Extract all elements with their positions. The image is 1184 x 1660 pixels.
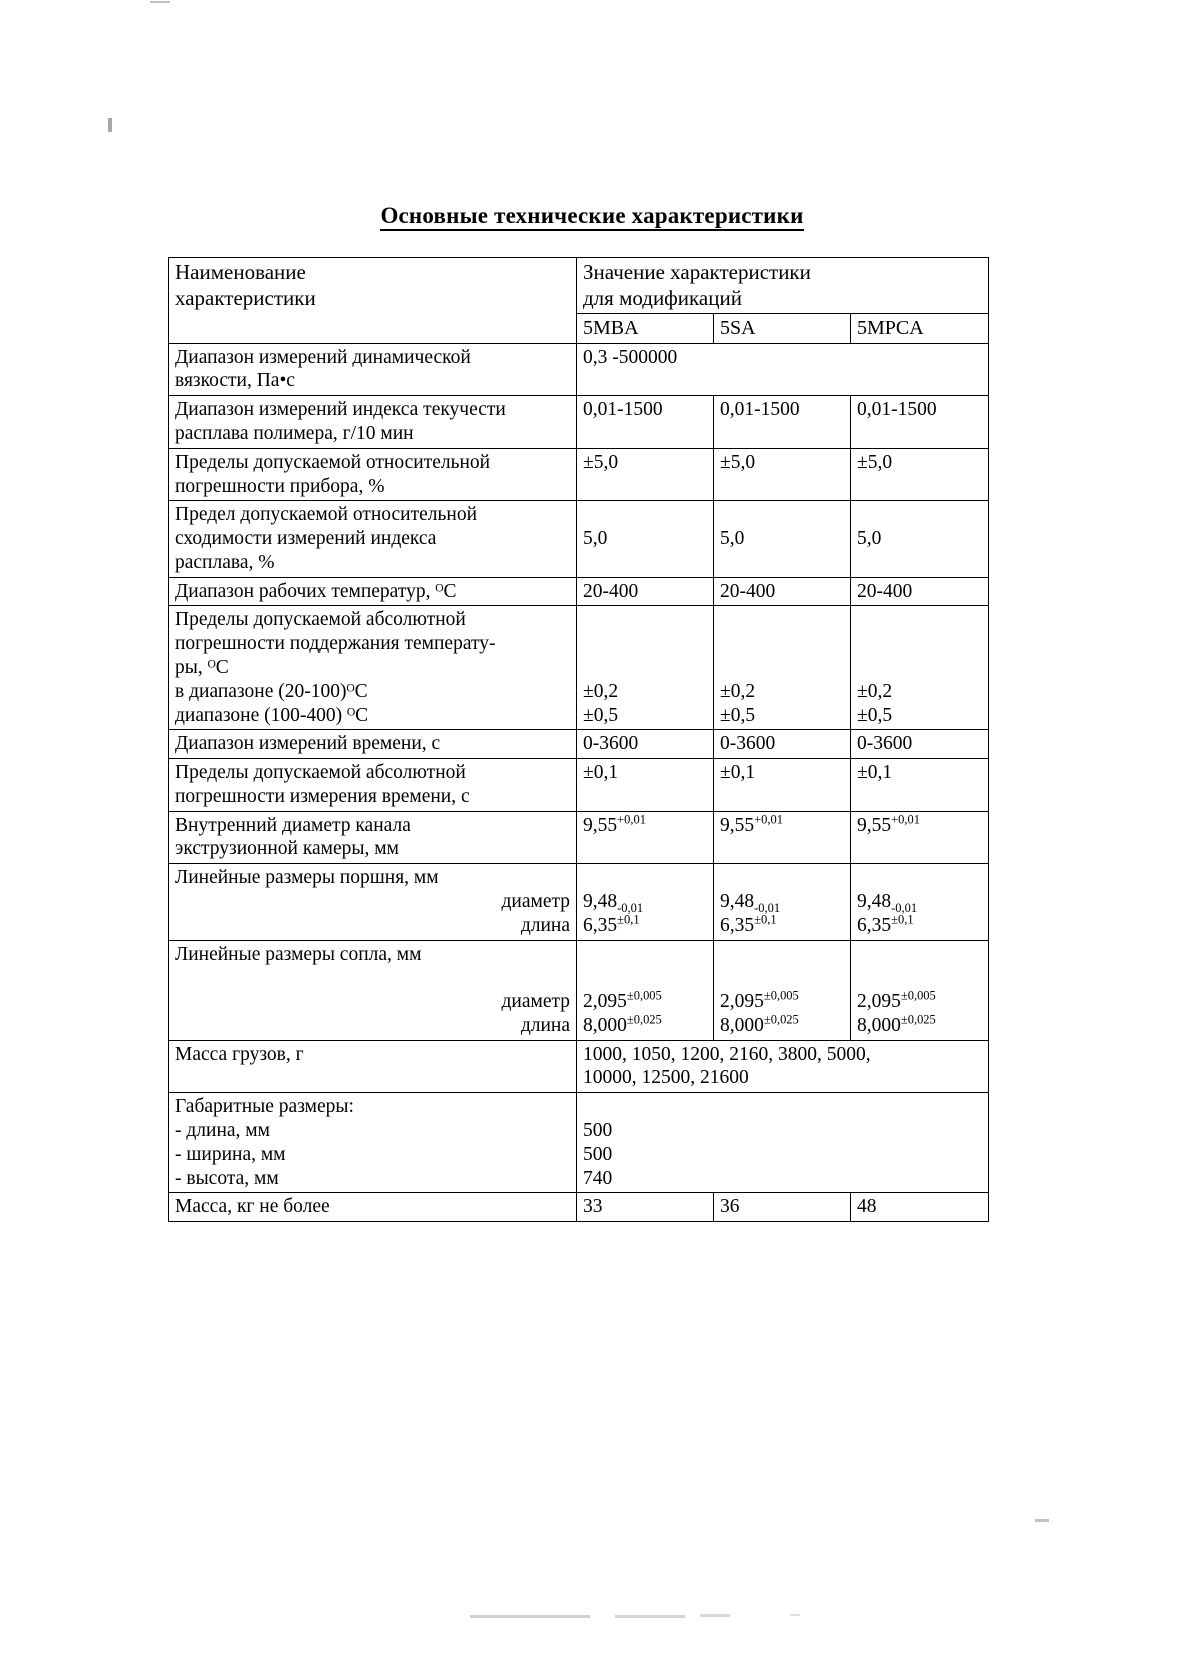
row-label-line: Пределы допускаемой абсолютной [175, 762, 466, 784]
row-label-operating-temperature [169, 577, 577, 606]
row-value-5mba: 33 [577, 1193, 714, 1222]
value-diameter: $9,48_{-0,01}$ [720, 891, 781, 915]
row-label-line: Пределы допускаемой относительной [175, 451, 491, 473]
row-value-20-100: ±0,2 [583, 680, 619, 702]
row-value-5sa [714, 606, 851, 730]
page-title-text: Основные технические характеристики [380, 203, 803, 231]
value-tolerance: +0,01 [617, 812, 646, 827]
scan-artifact-right [1035, 1519, 1049, 1522]
scan-artifact-bottom [700, 1614, 730, 1617]
row-label-line: расплава полимера, г/10 мин [175, 422, 414, 444]
row-value-5mpca: 0-3600 [851, 730, 989, 759]
row-value-5mba [577, 940, 714, 1040]
row-label-line: Линейные размеры сопла, мм [175, 943, 422, 965]
row-label-line: Диапазон измерений индекса текучести [175, 399, 506, 421]
value-diameter: $2,095^{\pm 0,005}$ [720, 988, 799, 1013]
row-value-100-400: ±0,5 [857, 704, 893, 726]
row-label-width: - ширина, мм [175, 1143, 286, 1165]
row-label-line: диапазоне (100-400) ᴼC [175, 704, 369, 726]
row-label-nozzle-dimensions [169, 940, 577, 1040]
row-label-time-error [169, 759, 577, 812]
table-row [169, 940, 989, 1040]
scan-artifact-top [150, 1, 170, 3]
header-modification-5mba: 5MBA [577, 314, 714, 343]
row-label-line: Внутренний диаметр канала [175, 814, 411, 836]
row-value-5mpca [851, 606, 989, 730]
row-label-height: - высота, мм [175, 1167, 279, 1189]
value-diameter: $9,48_{-0,01}$ [583, 891, 644, 915]
scan-artifact-bottom [615, 1615, 685, 1618]
row-value-5mba: 20-400 [577, 577, 714, 606]
row-value-20-100: ±0,2 [857, 680, 893, 702]
value-diameter: $2,095^{\pm 0,005}$ [583, 988, 662, 1013]
row-label-line: Масса, кг не более [175, 1196, 330, 1218]
row-sublabel-diameter: диаметр [501, 991, 570, 1013]
row-label-line: сходимости измерений индекса [175, 528, 437, 550]
row-value-20-100: ±0,2 [720, 680, 756, 702]
value-length: $6,35^{\pm 0,1}$ [583, 912, 640, 936]
row-value-100-400: ±0,5 [720, 704, 756, 726]
row-label-line: Габаритные размеры: [175, 1096, 354, 1118]
row-value-5mpca: 0,01-1500 [851, 396, 989, 449]
value-length: $8,000^{\pm 0,025}$ [857, 1012, 936, 1036]
row-label-repeatability [169, 501, 577, 577]
value-base: 9,55 [720, 814, 755, 836]
row-label-viscosity [169, 343, 577, 396]
value-length: $6,35^{\pm 0,1}$ [857, 912, 914, 936]
row-label-weights-mass [169, 1040, 577, 1093]
table-row [169, 811, 989, 864]
row-value-5sa [714, 940, 851, 1040]
value-length: $8,000^{\pm 0,025}$ [583, 1012, 662, 1036]
row-label-channel-diameter [169, 811, 577, 864]
row-label-line: Диапазон измерений динамической [175, 346, 471, 368]
specifications-table [168, 257, 989, 1222]
header-modification-5mpca: 5MPCA [851, 314, 989, 343]
value-diameter: $9,48_{-0,01}$ [857, 891, 918, 915]
row-label-length: - длина, мм [175, 1120, 270, 1142]
row-label-overall-dimensions [169, 1093, 577, 1193]
table-row [169, 759, 989, 812]
table-row [169, 1193, 989, 1222]
row-value-5mpca: 5,0 [851, 501, 989, 577]
row-value-weights-mass [577, 1040, 989, 1093]
table-row [169, 343, 989, 396]
row-label-line: в диапазоне (20-100)ᴼC [175, 680, 368, 702]
row-value-5mba: ±0,1 [577, 759, 714, 812]
header-name-line1: Наименование [175, 260, 306, 284]
row-value-5mba [577, 864, 714, 940]
page-title [0, 203, 1184, 229]
value-tolerance: +0,01 [754, 812, 783, 827]
weights-line2: 10000, 12500, 21600 [583, 1067, 749, 1089]
row-value-5sa: 0-3600 [714, 730, 851, 759]
row-value-5sa: 5,0 [714, 501, 851, 577]
table-row [169, 864, 989, 940]
row-label-line: погрешности прибора, % [175, 475, 385, 497]
header-group-column [577, 258, 989, 314]
row-label-piston-dimensions [169, 864, 577, 940]
row-label-line: погрешности поддержания температу- [175, 633, 496, 655]
row-label-line: погрешности измерения времени, с [175, 785, 470, 807]
row-label-relative-error [169, 448, 577, 501]
row-label-line: расплава, % [175, 551, 275, 573]
header-name-line2: характеристики [175, 285, 316, 310]
scan-artifact-left [108, 118, 112, 132]
row-value-5mpca [851, 940, 989, 1040]
value-base: 9,55 [583, 814, 618, 836]
table-row [169, 577, 989, 606]
row-label-melt-flow-index [169, 396, 577, 449]
row-label-line: Линейные размеры поршня, мм [175, 867, 439, 889]
row-sublabel-length: длина [520, 1014, 570, 1036]
row-sublabel-diameter: диаметр [501, 891, 570, 913]
table-row [169, 501, 989, 577]
row-value-5mba [577, 606, 714, 730]
row-value-5mpca: 48 [851, 1193, 989, 1222]
row-label-total-mass [169, 1193, 577, 1222]
row-label-line: Предел допускаемой относительной [175, 504, 478, 526]
row-value-5mba: 5,0 [577, 501, 714, 577]
header-name-column [169, 258, 577, 344]
row-value-5mpca [851, 811, 989, 864]
row-value-5sa [714, 811, 851, 864]
row-label-line: Диапазон рабочих температур, ᴼC [175, 580, 457, 602]
value-length: 500 [583, 1120, 613, 1142]
row-label-line: Пределы допускаемой абсолютной [175, 609, 466, 631]
row-label-line: ры, ᴼC [175, 656, 229, 678]
table-row [169, 1093, 989, 1193]
row-label-line: вязкости, Па•с [175, 370, 295, 392]
header-modification-5sa: 5SA [714, 314, 851, 343]
row-value-5sa: 20-400 [714, 577, 851, 606]
row-value-5mpca: 20-400 [851, 577, 989, 606]
table-row [169, 730, 989, 759]
header-group-line2: для модификаций [583, 285, 742, 310]
scan-artifact-bottom [470, 1615, 590, 1618]
row-value-5mba: ±5,0 [577, 448, 714, 501]
row-value-5mpca: ±5,0 [851, 448, 989, 501]
value-length: $8,000^{\pm 0,025}$ [720, 1012, 799, 1036]
value-length: $6,35^{\pm 0,1}$ [720, 912, 777, 936]
row-value-5sa: ±5,0 [714, 448, 851, 501]
row-value-5mba [577, 811, 714, 864]
table-header-row [169, 258, 989, 314]
table-row [169, 1040, 989, 1093]
row-value-5mba: 0-3600 [577, 730, 714, 759]
row-value-5sa: ±0,1 [714, 759, 851, 812]
value-width: 500 [583, 1143, 613, 1165]
row-value-5sa: 0,01-1500 [714, 396, 851, 449]
row-value-5mpca: ±0,1 [851, 759, 989, 812]
row-value-5mpca [851, 864, 989, 940]
row-value-5sa [714, 864, 851, 940]
row-value-5sa: 36 [714, 1193, 851, 1222]
row-label-line: Диапазон измерений времени, с [175, 733, 441, 755]
value-tolerance: +0,01 [891, 812, 920, 827]
table-row [169, 606, 989, 730]
row-value-viscosity: 0,3 -500000 [577, 343, 989, 396]
row-label-time-range [169, 730, 577, 759]
header-group-line1: Значение характеристики [583, 260, 811, 284]
weights-line1: 1000, 1050, 1200, 2160, 3800, 5000, [583, 1043, 871, 1065]
row-sublabel-length: длина [520, 914, 570, 936]
table-row [169, 396, 989, 449]
row-label-temperature-error [169, 606, 577, 730]
value-base: 9,55 [857, 814, 892, 836]
row-value-5mba: 0,01-1500 [577, 396, 714, 449]
row-label-line: экструзионной камеры, мм [175, 838, 399, 860]
scan-artifact-bottom [790, 1614, 800, 1616]
table-row [169, 448, 989, 501]
row-label-line: Масса грузов, г [175, 1043, 304, 1065]
value-height: 740 [583, 1167, 613, 1189]
value-diameter: $2,095^{\pm 0,005}$ [857, 988, 936, 1013]
row-value-overall-dimensions [577, 1093, 989, 1193]
row-value-100-400: ±0,5 [583, 704, 619, 726]
